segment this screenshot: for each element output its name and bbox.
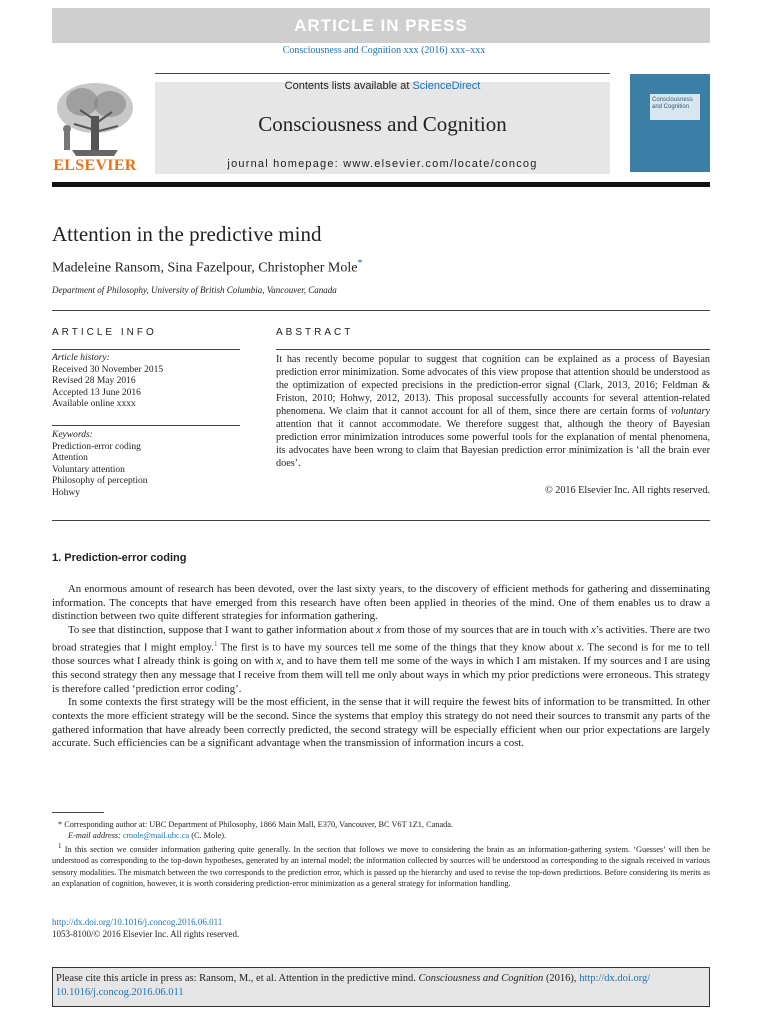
abstract-text xyxy=(276,353,710,470)
abstract-part: It has recently become popular to suggest that cognition can be explained as a process of Bayesian prediction error minimization. Some advocates of this view propose that attention should be understood as the optimization of expected precisions in the prediction-error signal (Clark, 2013, 2016; Feldman & Friston, 2010; Hohwy, 2012, 2013). This proposal successfully accounts for several attention-related phenomena. We claim that it cannot account for all of them, since there are certain forms of xyxy=(276,354,710,417)
keyword-item: Philosophy of perception xyxy=(52,476,148,486)
keyword-item: Prediction-error coding xyxy=(52,441,141,452)
text-run: . The second is for me to tell those sources what I already think is going on with xyxy=(52,641,710,668)
history-label: Article history: xyxy=(52,353,110,363)
paragraph: An enormous amount of research has been devoted, over the last sixty years, to the discovery of efficient methods for gathering and disseminating information. The concepts that have emerged from this research have often been applied in theories of the mind. One of them enables us to draw a distinction between two quite different strategies for information gathering. xyxy=(52,583,710,623)
citation-doi-link-cont[interactable]: 10.1016/j.concog.2016.06.011 xyxy=(56,986,184,998)
text-run: The first is to have my sources tell me some of the things that they know about xyxy=(217,641,577,654)
abstract-emphasis: voluntary xyxy=(670,406,710,417)
citation-text xyxy=(56,972,708,999)
journal-reference[interactable]: Consciousness and Cognition xxx (2016) xxx–xxx xyxy=(282,45,486,56)
publisher-logo-text: ELSEVIER xyxy=(53,157,137,174)
variable: x xyxy=(376,624,382,637)
issn-line: 1053-8100/© 2016 Elsevier Inc. All rights reserved. xyxy=(52,929,240,939)
footnote-1 xyxy=(52,841,710,889)
history-revised: Revised 28 May 2016 xyxy=(52,376,136,386)
text-run: from those of my sources that are in touch with xyxy=(381,624,592,637)
masthead-thick-rule xyxy=(52,182,710,187)
article-info-heading: ARTICLE INFO xyxy=(52,327,157,338)
history-accepted: Accepted 13 June 2016 xyxy=(52,387,141,398)
citation-journal: Consciousness and Cognition xyxy=(418,973,544,984)
citation-year: (2016), xyxy=(543,973,580,984)
keyword-item: Attention xyxy=(52,453,88,463)
citation-doi-link[interactable]: http://dx.doi.org/ xyxy=(579,973,651,984)
paragraph: In some contexts the first strategy will be the most efficient, in the sense that it will require the fewest bits of information to be transmitted. In other contexts the more efficient strategy will be the second. Since the systems that employ this strategy do not need their sources to transmit any parts of the gathered information that have already been correctly predicted, the second strategy will be especially efficient when our prior expectations are largely accurate. Such efficiencies can be a significant advantage when the transmission of information incurs a cost. xyxy=(52,696,710,750)
email-suffix: (C. Mole). xyxy=(189,831,227,841)
keyword-item: Hohwy xyxy=(52,487,80,498)
doi-link[interactable]: http://dx.doi.org/10.1016/j.concog.2016.06.011 xyxy=(52,917,223,927)
footnote-text: In this section we consider information gathering quite generally. In the section that follows we move to considering the brain as an information-gathering system. ‘Guesses’ will then be understood as corresponding to the top-down hypotheses, generated by an internal model; the information collected by sources will be understood as corresponding to the signals received in various sensory modalities. The mismatch between the two corresponds to the prediction error, which is passed up the hierarchy and used to revise the top-down predictions. Before considering its merits as an explanation of cognition, however, it is worth considering prediction-error minimization as a general strategy for information handling. xyxy=(52,845,710,888)
author-list xyxy=(52,258,362,277)
keyword-item: Voluntary attention xyxy=(52,464,125,475)
section-body xyxy=(52,583,710,751)
contents-line xyxy=(155,80,610,92)
abstract-part: attention that it cannot accommodate. We therefore suggest that, although the theory of Bayesian prediction error minimization introduces some powerful tools for the explanation of mental phenomena, its advocates have been wrong to claim that Bayesian prediction error minimization is ‘all the brain ever does’. xyxy=(276,419,710,469)
journal-cover-image xyxy=(630,74,710,172)
abstract-rule xyxy=(276,349,710,350)
variable: x xyxy=(276,655,282,668)
section-heading: 1. Prediction-error coding xyxy=(52,552,187,564)
footnote-mark: * xyxy=(58,820,63,829)
footnote-mark: 1 xyxy=(58,842,62,851)
citation-prefix: Please cite this article in press as: Ransom, M., et al. Attention in the predictive mind. xyxy=(56,973,419,984)
article-in-press-banner: ARTICLE IN PRESS xyxy=(52,8,710,43)
footnote-rule xyxy=(52,812,104,813)
text-run: To see that distinction, suppose that I want to gather information about xyxy=(68,624,377,637)
footnote-ref[interactable]: 1 xyxy=(213,639,218,648)
article-title: Attention in the predictive mind xyxy=(52,222,322,246)
abstract-heading: ABSTRACT xyxy=(276,327,354,338)
tree-logo-icon xyxy=(52,80,138,158)
divider xyxy=(52,310,710,311)
article-history xyxy=(52,353,240,411)
masthead-top-rule xyxy=(155,73,610,74)
text-run: ’s activities. There are two broad strategies that I might employ. xyxy=(52,624,711,654)
sciencedirect-link[interactable]: ScienceDirect xyxy=(412,80,481,92)
keywords xyxy=(52,430,240,499)
history-online: Available online xxxx xyxy=(52,399,136,409)
footnotes xyxy=(52,819,710,889)
variable: x xyxy=(591,624,596,637)
keywords-rule xyxy=(52,425,240,426)
email-note xyxy=(52,830,710,841)
authors-text: Madeleine Ransom, Sina Fazelpour, Christopher Mole xyxy=(52,260,358,276)
cover-title: Consciousness and Cognition xyxy=(652,97,693,110)
variable: x xyxy=(576,641,582,654)
contents-prefix: Contents lists available at xyxy=(284,80,413,92)
journal-title: Consciousness and Cognition xyxy=(258,112,507,136)
email-label: E-mail address: xyxy=(68,831,123,841)
paragraph xyxy=(52,624,710,696)
footnote-text: Corresponding author at: UBC Department of Philosophy, 1866 Main Mall, E370, Vancouver, BC V6T 1Z1, Canada. xyxy=(62,820,454,829)
article-info-rule xyxy=(52,349,240,350)
history-received: Received 30 November 2015 xyxy=(52,364,164,375)
doi-block xyxy=(52,916,452,940)
email-link[interactable]: cmole@mail.ubc.ca xyxy=(123,831,190,841)
copyright: © 2016 Elsevier Inc. All rights reserved. xyxy=(544,485,710,496)
keywords-label: Keywords: xyxy=(52,430,93,440)
affiliation: Department of Philosophy, University of British Columbia, Vancouver, Canada xyxy=(52,285,337,295)
journal-homepage[interactable]: journal homepage: www.elsevier.com/locate/concog xyxy=(227,158,538,170)
divider xyxy=(52,520,710,521)
text-run: , and to have them tell me some of the ways in which I am mistaken. If my sources and I are using this second strategy then any message that I receive from them will tell me only about ways in which my prior predictions were erroneous. This strategy is therefore called ‘prediction error coding’. xyxy=(52,655,710,695)
corresponding-author-mark[interactable]: * xyxy=(357,258,363,269)
corresponding-author-note xyxy=(52,819,710,830)
